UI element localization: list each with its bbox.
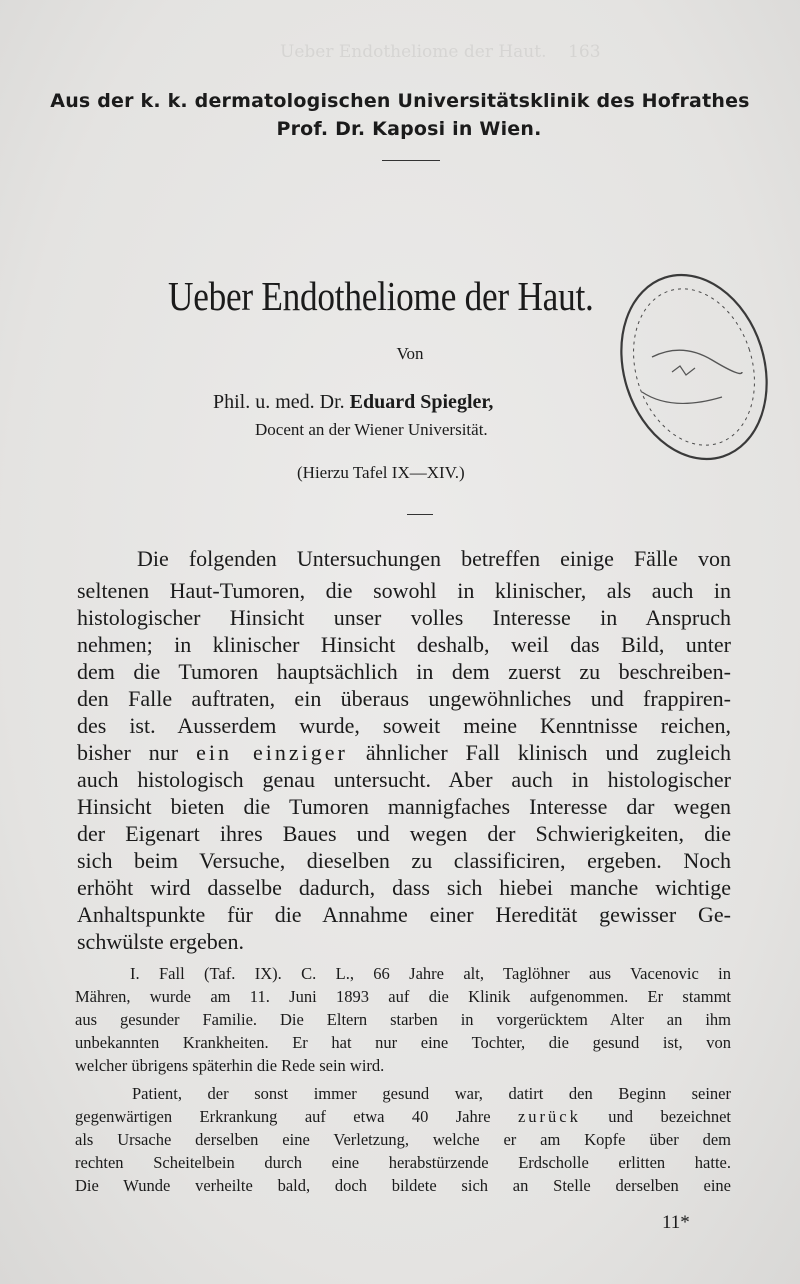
body-line: erhöht wird dasselbe dadurch, dass sich hiebei manche wichtige [77,875,731,900]
library-stamp-icon [612,262,772,472]
case-line: Patient, der sonst immer gesund war, datirt den Beginn seiner [132,1084,731,1103]
author-line [213,391,493,414]
body-line: Die folgenden Untersuchungen betreffen einige Fälle von [137,546,731,571]
case-line: als Ursache derselben eine Verletzung, welche er am Kopfe über dem [75,1130,731,1149]
body-line: sich beim Versuche, dieselben zu classificiren, ergeben. Noch [77,848,731,873]
emphasized-text: ein einziger [196,740,348,765]
case-fragment: und bezeichnet [608,1107,731,1126]
body-fragment: ähnlicher Fall klinisch und zugleich [365,740,731,765]
page-number: 11* [662,1212,690,1233]
article-title: Ueber Endotheliome der Haut. [168,273,594,319]
case-fragment: gegenwärtigen Erkrankung auf etwa 40 Jahre [75,1107,491,1126]
case-line [75,1105,731,1128]
author-prefix: Phil. u. med. Dr. [213,391,345,413]
body-line: Anhaltspunkte für die Annahme einer Heredität gewisser Ge- [77,902,731,927]
body-line: histologischer Hinsicht unser volles Interesse in Anspruch [77,605,731,630]
case-line: welcher übrigens späterhin die Rede sein wird. [75,1056,385,1075]
divider [382,160,440,161]
divider [407,514,433,515]
show-through-text: Ueber Endotheliome der Haut. 163 [280,42,601,62]
body-line: auch histologisch genau untersucht. Aber auch in histologischer [77,767,731,792]
body-fragment: bisher nur [77,740,179,765]
body-line: den Falle auftraten, ein überaus ungewöhnliches und frappiren- [77,686,731,711]
case-line: I. Fall (Taf. IX). C. L., 66 Jahre alt, Taglöhner aus Vacenovic in [130,964,731,983]
case-line: rechten Scheitelbein durch eine herabstürzende Erdscholle erlitten hatte. [75,1153,731,1172]
body-line: seltenen Haut-Tumoren, die sowohl in klinischer, als auch in [77,578,731,603]
case-line: aus gesunder Familie. Die Eltern starben in vorgerücktem Alter an ihm [75,1010,731,1029]
emphasized-text: zurück [517,1107,581,1126]
plates-note: (Hierzu Tafel IX—XIV.) [297,463,465,482]
case-line: Mähren, wurde am 11. Juni 1893 auf die Klinik aufgenommen. Er stammt [75,987,731,1006]
author-position: Docent an der Wiener Universität. [255,420,488,439]
institution-line-1: Aus der k. k. dermatologischen Universitätsklinik des Hofrathes [50,90,750,112]
body-line: Hinsicht bieten die Tumoren mannigfaches Interesse dar wegen [77,794,731,819]
case-line: Die Wunde verheilte bald, doch bildete sich an Stelle derselben eine [75,1176,731,1195]
author-name: Eduard Spiegler, [349,391,494,413]
body-line: des ist. Ausserdem wurde, soweit meine Kenntnisse reichen, [77,713,731,738]
case-line: unbekannten Krankheiten. Er hat nur eine Tochter, die gesund ist, von [75,1033,731,1052]
body-line: schwülste ergeben. [77,929,244,954]
body-line: dem die Tumoren hauptsächlich in dem zuerst zu beschreiben- [77,659,731,684]
body-line [77,739,731,766]
body-line: der Eigenart ihres Baues und wegen der Schwierigkeiten, die [77,821,731,846]
institution-line-2: Prof. Dr. Kaposi in Wien. [276,118,542,140]
byline-von: Von [396,344,424,363]
body-line: nehmen; in klinischer Hinsicht deshalb, weil das Bild, unter [77,632,731,657]
